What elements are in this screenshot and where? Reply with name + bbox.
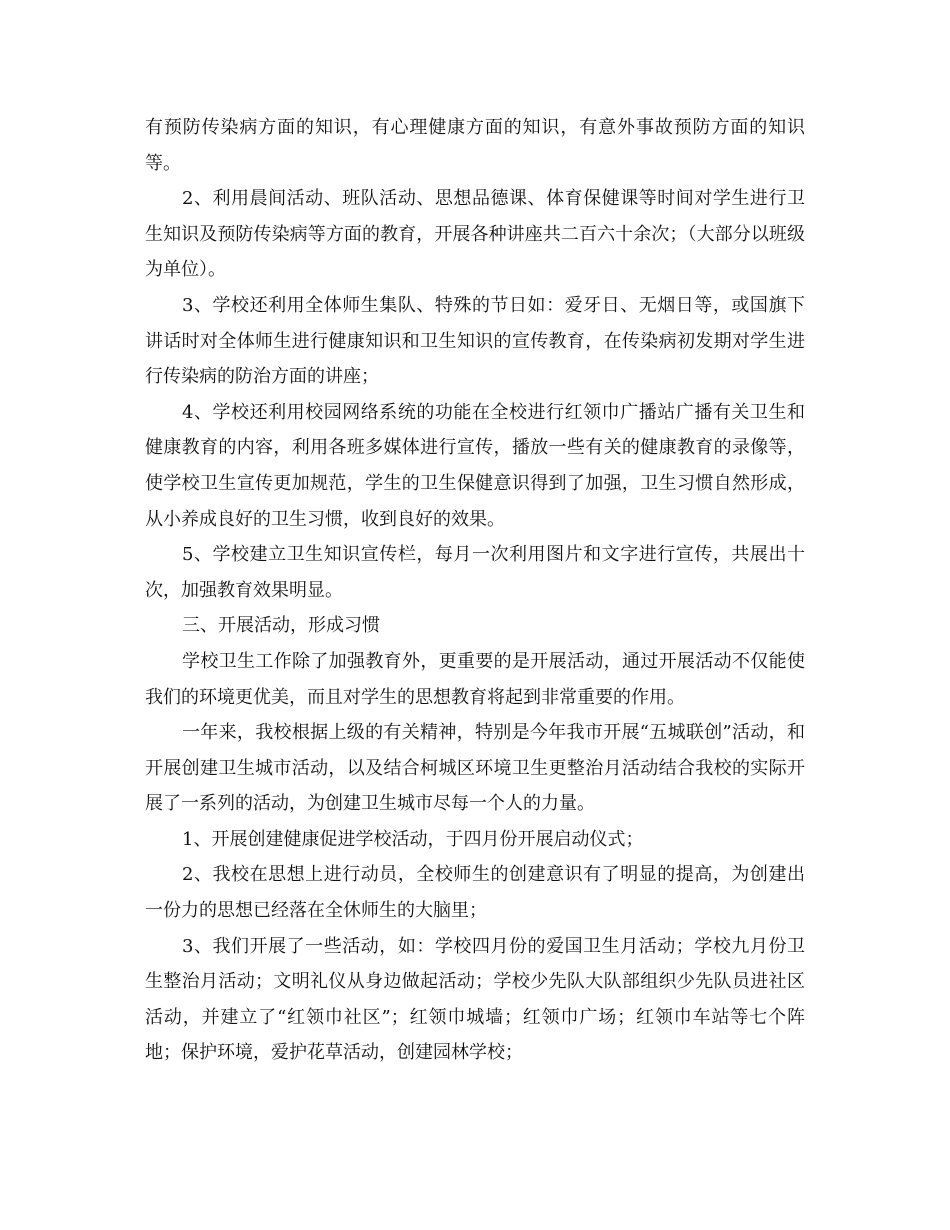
paragraph-2: 2、利用晨间活动、班队活动、思想品德课、体育保健课等时间对学生进行卫生知识及预防传染病等方面的教育，开展各种讲座共二百六十余次；（大部分以班级为单位）。: [145, 188, 805, 281]
paragraph-5: 5、学校建立卫生知识宣传栏，每月一次利用图片和文字进行宣传，共展出十次，加强教育效果明显。: [145, 544, 805, 601]
paragraph-10: 3、我们开展了一些活动，如：学校四月份的爱国卫生月活动；学校九月份卫生整治月活动；文明礼仪从身边做起活动；学校少先队大队部组织少先队员进社区活动，并建立了“红领巾社区”；红领巾城墙；红领巾广场；红领巾车站等七个阵地；保护环境，爱护花草活动，创建园林学校；: [145, 935, 805, 1064]
paragraph-6: 学校卫生工作除了加强教育外，更重要的是开展活动，通过开展活动不仅能使我们的环境更优美，而且对学生的思想教育将起到非常重要的作用。: [145, 650, 805, 708]
document-body: [145, 110, 805, 1071]
paragraph-1: 有预防传染病方面的知识，有心理健康方面的知识，有意外事故预防方面的知识等。: [145, 117, 805, 174]
paragraph-8: 1、开展创建健康促进学校活动，于四月份开展启动仪式；: [182, 828, 644, 850]
paragraph-7: 一年来，我校根据上级的有关精神，特别是今年我市开展“五城联创”活动，和开展创建卫生城市活动，以及结合柯城区环境卫生更整治月活动结合我校的实际开展了一系列的活动，为创建卫生城市尽每一个人的力量。: [145, 722, 805, 815]
paragraph-4: 4、学校还利用校园网络系统的功能在全校进行红领巾广播站广播有关卫生和健康教育的内容，利用各班多媒体进行宣传，播放一些有关的健康教育的录像等，使学校卫生宣传更加规范，学生的卫生保健意识得到了加强，卫生习惯自然形成，从小养成良好的卫生习惯，收到良好的效果。: [145, 401, 805, 530]
section-heading: 三、开展活动，形成习惯: [182, 615, 380, 637]
paragraph-9: 2、我校在思想上进行动员，全校师生的创建意识有了明显的提高，为创建出一份力的思想已经落在全休师生的大脑里；: [145, 864, 805, 922]
paragraph-3: 3、学校还利用全体师生集队、特殊的节日如：爱牙日、无烟日等，或国旗下讲话时对全体师生进行健康知识和卫生知识的宣传教育，在传染病初发期对学生进行传染病的防治方面的讲座；: [145, 294, 805, 388]
